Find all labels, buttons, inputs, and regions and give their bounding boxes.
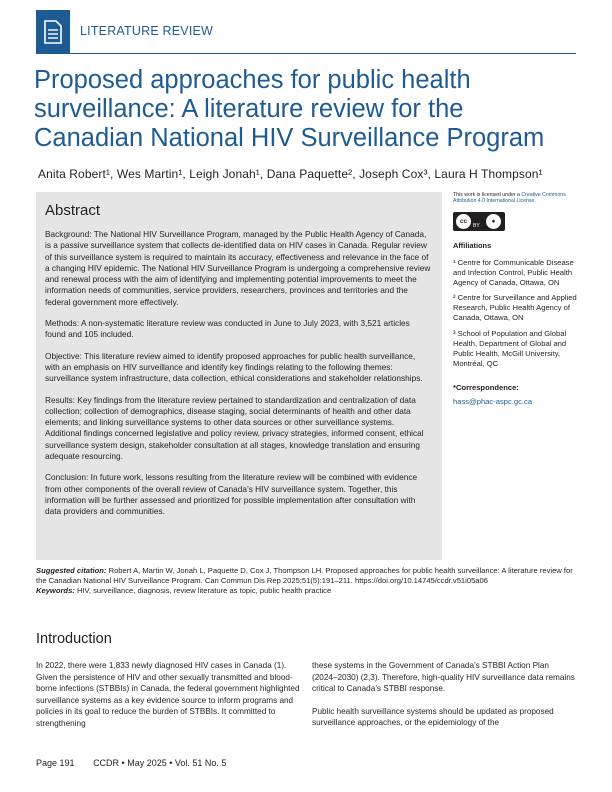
article-title: Proposed approaches for public health surveillance: A literature review for the Canadian National HIV Surveillance Program: [34, 66, 545, 152]
body-column-left: [36, 660, 300, 741]
affiliation-1: ¹ Centre for Communicable Disease and Infection Control, Public Health Agency of Canada, Ottawa, ON: [453, 257, 574, 287]
abstract-conclusion: Conclusion: In future work, lessons resulting from the literature review will be combined with evidence from other components of the overall review of Canada’s HIV surveillance system. Together, this information will be further assessed and prioritized for possible implementation after consultation with data providers and communities.: [45, 472, 418, 517]
body-paragraph: Public health surveillance systems should be updated as proposed surveillance approaches, or the epidemiology of the: [312, 706, 554, 728]
journal-info: CCDR • May 2025 • Vol. 51 No. 5: [93, 758, 227, 768]
abstract-box: [36, 192, 442, 560]
body-paragraph: In 2022, there were 1,833 newly diagnosed HIV cases in Canada (1). Given the persistence of HIV and other sexually transmitted and blood-borne infections (STBBIs) in Canada, the federal government highlighted surveillance systems as a key evidence source to inform programs and policies in its goal to reduce the burden of STBBIs. It committed to strengthening: [36, 661, 300, 728]
keywords: Keywords: HIV, surveillance, diagnosis, review literature as topic, public health practice: [36, 585, 332, 595]
affiliation-2: ² Centre for Surveillance and Applied Research, Public Health Agency of Canada, Ottawa, ON: [453, 293, 577, 323]
document-icon: [44, 20, 62, 44]
body-column-right: [312, 660, 576, 740]
page-footer: [36, 758, 242, 768]
header-badge: [36, 10, 70, 54]
cc-icon: cc: [456, 214, 471, 229]
abstract-objective: Objective: This literature review aimed to identify proposed approaches for public health surveillance, with an emphasis on HIV surveillance and identify key findings relating to the following themes: surveillance system infrastructure, data collection, ethical considerations and stakeholder relationships.: [45, 350, 423, 384]
suggested-citation: Suggested citation: Robert A, Martin W, Jonah L, Paquette D, Cox J, Thompson LH. Proposed approaches for public health surveillance: A literature review for the Canadian National HIV Surveillance Program. Can Commun Dis Rep 2025;51(5):191–211. https://doi.org/10.14745/ccdr.v51i05a06: [36, 566, 573, 585]
license-link[interactable]: Creative Commons Attribution 4.0 International License.: [453, 192, 566, 205]
person-icon: ●: [486, 214, 501, 229]
affiliations-heading: Affiliations: [453, 240, 492, 250]
section-label: LITERATURE REVIEW: [80, 24, 214, 38]
citation-block: [36, 566, 581, 595]
header-rule: [70, 53, 576, 54]
affiliation-3: ³ School of Population and Global Health, Department of Global and Public Health, McGill University, Montréal, QC: [453, 329, 567, 368]
author-list: Anita Robert¹, Wes Martin¹, Leigh Jonah¹, Dana Paquette², Joseph Cox³, Laura H Thompson¹: [38, 167, 543, 181]
body-paragraph: these systems in the Government of Canada’s STBBI Action Plan (2024–2030) (2,3). Therefore, high-quality HIV surveillance data remains critical to Canada’s STBBI response.: [312, 661, 575, 694]
abstract-results: Results: Key findings from the literature review pertained to standardization and centralization of data collection; collection of demographics, disease staging, social determinants of health and other data elements; and linking surveillance systems to other data sources or other surveillance systems. Additional findings concerned legislative and policy review, privacy strategies, informed consent, ethical surveillance system design, stakeholder consultation at all stages, knowledge translation and ensuring adequate resourcing.: [45, 394, 424, 462]
correspondence-heading: *Correspondence:: [453, 382, 519, 392]
abstract-methods: Methods: A non-systematic literature review was conducted in June to July 2023, with 3,521 articles found and 105 included.: [45, 318, 410, 340]
cc-by-badge[interactable]: cc ● BY: [453, 212, 505, 231]
correspondence-email[interactable]: hass@phac-aspc.gc.ca: [453, 396, 533, 406]
abstract-heading: Abstract: [45, 202, 101, 219]
abstract-background: Background: The National HIV Surveillance Program, managed by the Public Health Agency of Canada, is a passive surveillance system that collects de-identified data on HIV cases in Canada. Regular review of this surveillance system is required to maintain its accuracy, effectiveness and relevance in the face of a changing HIV epidemic. The National HIV Surveillance Program is undergoing a comprehensive review and renewal process with the aim of identifying and implementing potential improvements to meet the information needs of communities, service providers, researchers, provinces and territories and the federal government more effectively.: [45, 229, 431, 307]
license-note: This work is licensed under a Creative Commons Attribution 4.0 International License.: [453, 192, 566, 205]
sidebar: [453, 192, 581, 407]
introduction-heading: Introduction: [36, 631, 112, 647]
page-number: Page 191: [36, 758, 75, 768]
